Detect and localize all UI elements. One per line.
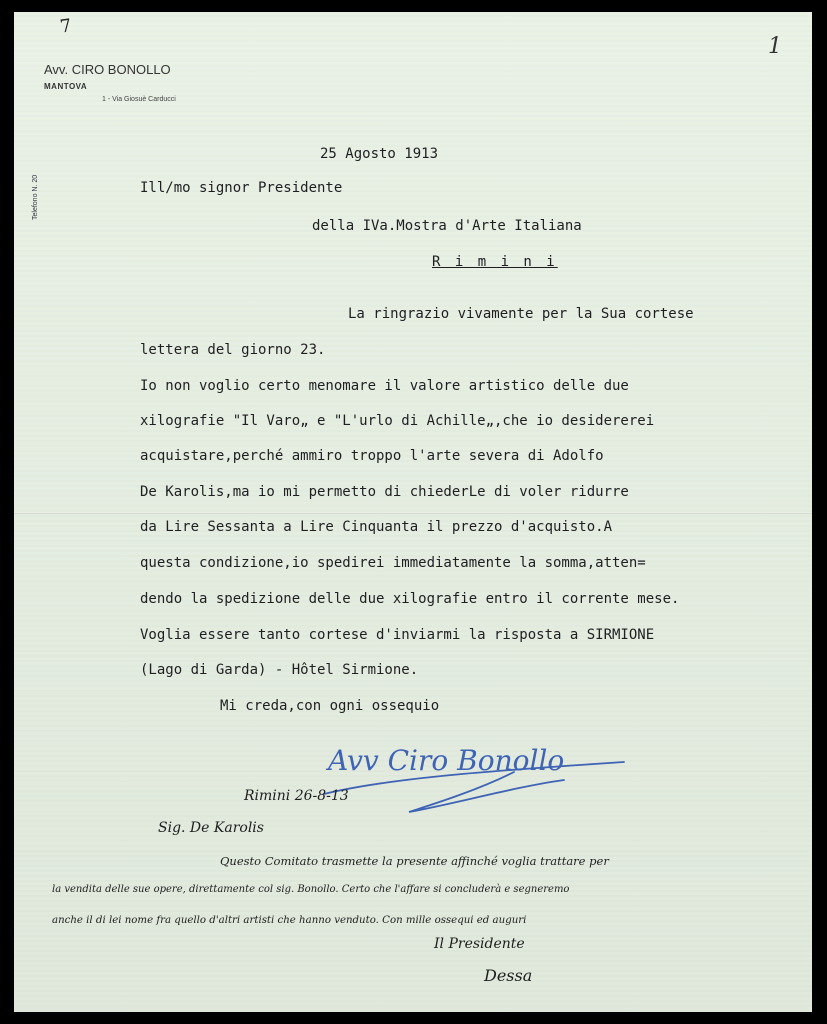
body-line: questa condizione,io spedirei immediatamente la somma,atten= — [140, 555, 646, 571]
sender-signature — [314, 732, 644, 842]
body-line: acquistare,perché ammiro troppo l'arte severa di Adolfo — [140, 448, 604, 464]
recipient-line-2: della IVa.Mostra d'Arte Italiana — [312, 218, 582, 234]
body-line: xilografie "Il Varo„ e "L'urlo di Achille„,che io desidererei — [140, 413, 655, 429]
body-line: Mi creda,con ogni ossequio — [220, 698, 440, 714]
body-line: lettera del giorno 23. — [140, 342, 326, 358]
note-date: Rimini 26-8-13 — [244, 788, 349, 804]
body-line: De Karolis,ma io mi permetto di chiederLe di voler ridurre — [140, 484, 629, 500]
note-line: la vendita delle sue opere, direttamente col sig. Bonollo. Certo che l'affare si concluderà e segneremo — [52, 884, 570, 895]
body-line: da Lire Sessanta a Lire Cinquanta il prezzo d'acquisto.A — [140, 519, 613, 535]
letter-date: 25 Agosto 1913 — [320, 146, 439, 162]
note-signature: Dessa — [484, 966, 533, 985]
page-number: 1 — [768, 34, 782, 59]
body-line: dendo la spedizione delle due xilografie entro il corrente mese. — [140, 591, 680, 607]
note-salutation: Sig. De Karolis — [158, 820, 264, 836]
note-line: Questo Comitato trasmette la presente affinché voglia trattare per — [220, 854, 609, 868]
archive-corner-mark: 7 — [58, 15, 73, 38]
letterhead-address: 1 - Via Giosuè Carducci — [102, 96, 176, 103]
body-line: (Lago di Garda) - Hôtel Sirmione. — [140, 662, 419, 678]
letterhead-city: MANTOVA — [44, 82, 88, 91]
letter-sheet — [14, 12, 812, 1012]
letterhead-name: Avv. CIRO BONOLLO — [44, 62, 171, 77]
recipient-city: R i m i n i — [432, 254, 558, 270]
paper-fold-line — [14, 512, 812, 514]
note-closing: Il Presidente — [434, 936, 525, 952]
body-line: La ringrazio vivamente per la Sua cortese — [348, 306, 694, 322]
letterhead-telephone: Telefono N. 20 — [32, 174, 39, 220]
body-line: Io non voglio certo menomare il valore artistico delle due — [140, 378, 629, 394]
recipient-line-1: Ill/mo signor Presidente — [140, 180, 343, 196]
body-line: Voglia essere tanto cortese d'inviarmi la risposta a SIRMIONE — [140, 627, 655, 643]
note-line: anche il di lei nome fra quello d'altri artisti che hanno venduto. Con mille ossequi ed auguri — [52, 915, 527, 926]
signature-text: Avv Ciro Bonollo — [328, 744, 565, 777]
